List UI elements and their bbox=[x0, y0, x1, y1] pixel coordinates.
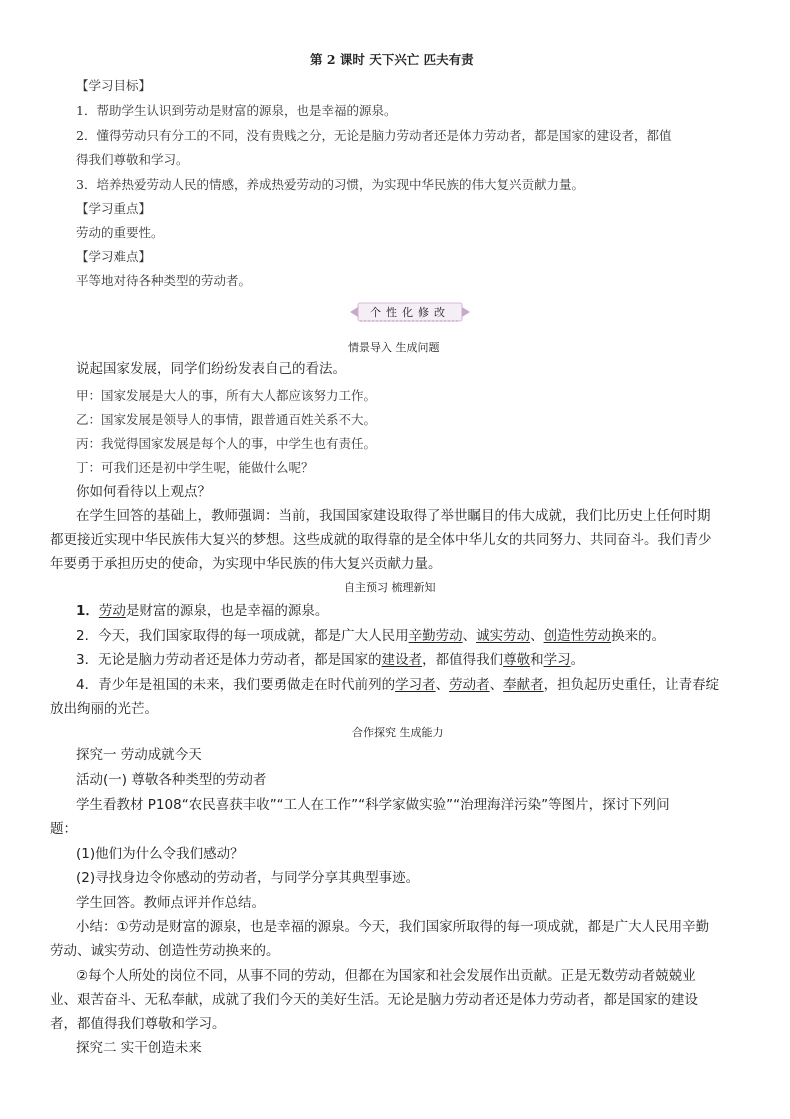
lesson-title: 第 2 课时 天下兴亡 匹夫有责 bbox=[310, 52, 474, 67]
opinion-ding: 丁：可我们还是初中学生呢，能做什么呢？ bbox=[76, 460, 314, 475]
summary-line-1: 小结：①劳动是财富的源泉，也是幸福的源泉。今天，我们国家所取得的每一项成就，都是广大人民用辛勤 bbox=[76, 919, 710, 935]
blank-answer: 劳动者 bbox=[449, 677, 490, 693]
blank-answer: 诚实劳动 bbox=[476, 628, 531, 644]
item-text: 、 bbox=[462, 628, 477, 644]
opinion-bing: 丙：我觉得国家发展是每个人的事，中学生也有责任。 bbox=[76, 436, 377, 451]
difficulty-heading: 【学习难点】 bbox=[76, 249, 152, 264]
item-text: 和 bbox=[530, 652, 544, 668]
answer-note: 学生回答。教师点评并作总结。 bbox=[76, 895, 265, 911]
blank-answer: 尊敬 bbox=[503, 652, 531, 668]
section-heading-explore: 合作探究 生成能力 bbox=[352, 726, 444, 739]
item-text: ，都值得我们 bbox=[422, 652, 504, 668]
item-text: 换来的。 bbox=[611, 628, 666, 644]
item-text: 。 bbox=[570, 652, 585, 668]
goals-heading: 【学习目标】 bbox=[76, 78, 152, 93]
blank-answer: 劳动 bbox=[98, 603, 126, 619]
key-heading: 【学习重点】 bbox=[76, 201, 152, 216]
discussion-question-2: (2)寻找身边令你感动的劳动者，与同学分享其典型事迹。 bbox=[76, 870, 420, 886]
item-text: 4．青少年是祖国的未来，我们要勇做走在时代前列的 bbox=[76, 677, 396, 693]
opinion-jia: 甲：国家发展是大人的事，所有大人都应该努力工作。 bbox=[76, 388, 377, 403]
summary-line-5: 者，都值得我们尊敬和学习。 bbox=[50, 1016, 226, 1032]
banner-label: 个性化修改 bbox=[370, 306, 450, 319]
item-number: 1． bbox=[76, 603, 99, 619]
teacher-para-line-1: 在学生回答的基础上，教师强调：当前，我国国家建设取得了举世瞩目的伟大成就，我们比历史上任何时期 bbox=[76, 508, 711, 524]
summary-line-2: 劳动、诚实劳动、创造性劳动换来的。 bbox=[50, 943, 280, 959]
preview-item-2 bbox=[76, 628, 665, 644]
blank-answer: 学习者 bbox=[395, 677, 436, 693]
personalized-edit-banner bbox=[350, 301, 470, 323]
item-text: 2．今天，我们国家取得的每一项成就，都是广大人民用 bbox=[76, 628, 409, 644]
summary-line-4: 业、艰苦奋斗、无私奉献，成就了我们今天的美好生活。无论是脑力劳动者还是体力劳动者，都是国家的建设 bbox=[50, 992, 698, 1008]
key-text: 劳动的重要性。 bbox=[76, 225, 164, 240]
item-text: 、 bbox=[435, 677, 450, 693]
blank-answer: 创造性劳动 bbox=[543, 628, 612, 644]
teacher-para-line-2: 都更接近实现中华民族伟大复兴的梦想。这些成就的取得靠的是全体中华儿女的共同努力、共同奋斗。我们青少 bbox=[50, 532, 712, 548]
preview-item-4-line-2: 放出绚丽的光芒。 bbox=[50, 701, 158, 717]
teacher-para-line-3: 年要勇于承担历史的使命，为实现中华民族的伟大复兴贡献力量。 bbox=[50, 556, 442, 572]
intro-text: 说起国家发展，同学们纷纷发表自己的看法。 bbox=[76, 361, 346, 377]
item-text: ，担负起历史重任，让青春绽 bbox=[543, 677, 720, 693]
section-heading-intro: 情景导入 生成问题 bbox=[348, 341, 440, 354]
blank-answer: 辛勤劳动 bbox=[408, 628, 463, 644]
goal-1: 1．帮助学生认识到劳动是财富的源泉，也是幸福的源泉。 bbox=[76, 103, 397, 118]
section-heading-preview: 自主预习 梳理新知 bbox=[344, 581, 436, 594]
explore-1-heading: 探究一 劳动成就今天 bbox=[76, 747, 202, 763]
summary-line-3: ②每个人所处的岗位不同，从事不同的劳动，但都在为国家和社会发展作出贡献。正是无数劳动者兢兢业 bbox=[76, 968, 696, 984]
activity-text-line-2: 题： bbox=[50, 821, 77, 837]
item-text: 是财富的源泉，也是幸福的源泉。 bbox=[125, 603, 329, 619]
explore-2-heading: 探究二 实干创造未来 bbox=[76, 1040, 202, 1056]
blank-answer: 学习 bbox=[543, 652, 571, 668]
opinion-yi: 乙：国家发展是领导人的事情，跟普通百姓关系不大。 bbox=[76, 412, 377, 427]
discussion-question-1: (1)他们为什么令我们感动？ bbox=[76, 846, 244, 862]
question-text: 你如何看待以上观点？ bbox=[76, 484, 211, 500]
preview-item-4 bbox=[76, 677, 719, 693]
item-text: 、 bbox=[489, 677, 504, 693]
goal-2-line-2: 得我们尊敬和学习。 bbox=[76, 152, 189, 167]
activity-text-line-1: 学生看教材 P108“农民喜获丰收”“工人在工作”“科学家做实验”“治理海洋污染”等图片，探讨下列问 bbox=[76, 797, 670, 813]
goal-3: 3．培养热爱劳动人民的情感，养成热爱劳动的习惯，为实现中华民族的伟大复兴贡献力量。 bbox=[76, 177, 584, 192]
goal-2-line-1: 2．懂得劳动只有分工的不同，没有贵贱之分，无论是脑力劳动者还是体力劳动者，都是国家的建设者，都值 bbox=[76, 128, 672, 143]
blank-answer: 建设者 bbox=[381, 652, 423, 668]
activity-1-heading: 活动(一) 尊敬各种类型的劳动者 bbox=[76, 772, 267, 788]
preview-item-1 bbox=[76, 603, 328, 619]
blank-answer: 奉献者 bbox=[503, 677, 544, 693]
preview-item-3 bbox=[76, 652, 584, 668]
item-text: 、 bbox=[530, 628, 544, 644]
item-text: 3．无论是脑力劳动者还是体力劳动者，都是国家的 bbox=[76, 652, 382, 668]
difficulty-text: 平等地对待各种类型的劳动者。 bbox=[76, 273, 252, 288]
